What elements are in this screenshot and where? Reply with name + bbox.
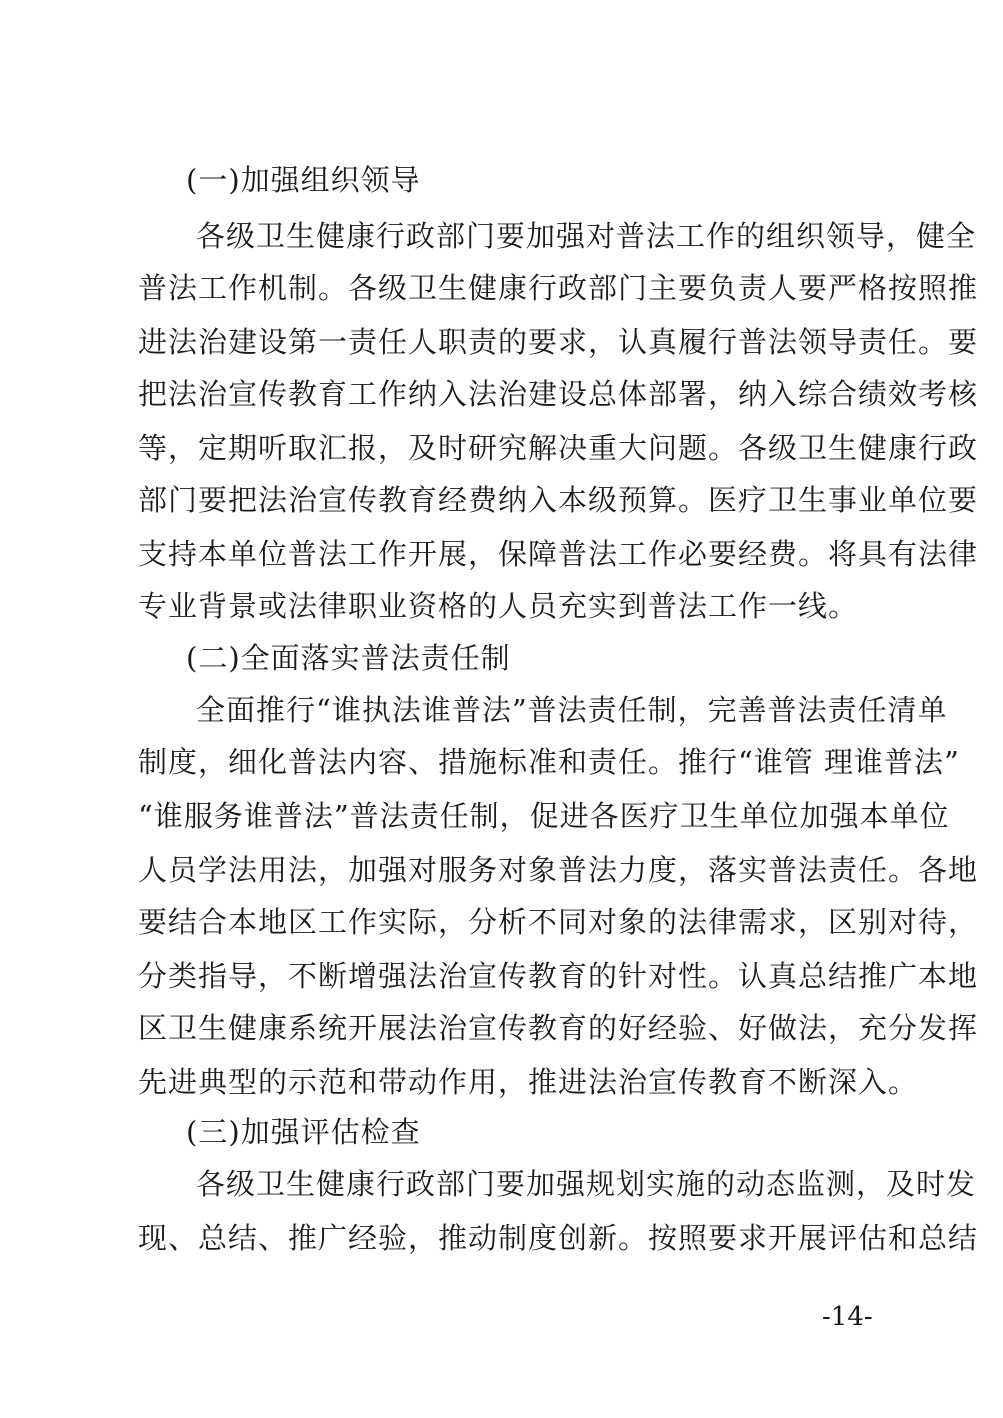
paragraph-line: 制度，细化普法内容、措施标准和责任。推行“谁管 理谁普法” [138,745,960,779]
paragraph-line: 各级卫生健康行政部门要加强对普法工作的组织领导，健全 [196,219,977,253]
paragraph-line: 各级卫生健康行政部门要加强规划实施的动态监测，及时发 [196,1167,977,1201]
paragraph-line: 专业背景或法律职业资格的人员充实到普法工作一线。 [138,589,859,623]
paragraph-line: 把法治宣传教育工作纳入法治建设总体部署，纳入综合绩效考核 [138,377,979,411]
section-heading-3: (三)加强评估检查 [186,1115,421,1149]
paragraph-line: 普法工作机制。各级卫生健康行政部门主要负责人要严格按照推 [138,271,979,305]
paragraph-line: 区卫生健康系统开展法治宣传教育的好经验、好做法，充分发挥 [138,1011,979,1045]
paragraph-line: 全面推行“谁执法谁普法”普法责任制，完善普法责任清单 [196,693,948,727]
section-heading-1: (一)加强组织领导 [186,163,421,197]
paragraph-line: 现、总结、推广经验，推动制度创新。按照要求开展评估和总结 [138,1221,979,1255]
paragraph-line: “谁服务谁普法”普法责任制，促进各医疗卫生单位加强本单位 [138,799,950,833]
paragraph-line: 要结合本地区工作实际，分析不同对象的法律需求，区别对待， [138,905,979,939]
section-heading-2: (二)全面落实普法责任制 [186,641,511,675]
page-number: -14- [822,1302,873,1332]
paragraph-line: 部门要把法治宣传教育经费纳入本级预算。医疗卫生事业单位要 [138,483,979,517]
paragraph-line: 等，定期听取汇报，及时研究解决重大问题。各级卫生健康行政 [138,431,979,465]
paragraph-line: 支持本单位普法工作开展，保障普法工作必要经费。将具有法律 [138,537,979,571]
paragraph-line: 分类指导，不断增强法治宣传教育的针对性。认真总结推广本地 [138,959,979,993]
paragraph-line: 进法治建设第一责任人职责的要求，认真履行普法领导责任。要 [138,325,979,359]
paragraph-line: 人员学法用法，加强对服务对象普法力度，落实普法责任。各地 [138,853,979,887]
paragraph-line: 先进典型的示范和带动作用，推进法治宣传教育不断深入。 [138,1065,919,1099]
